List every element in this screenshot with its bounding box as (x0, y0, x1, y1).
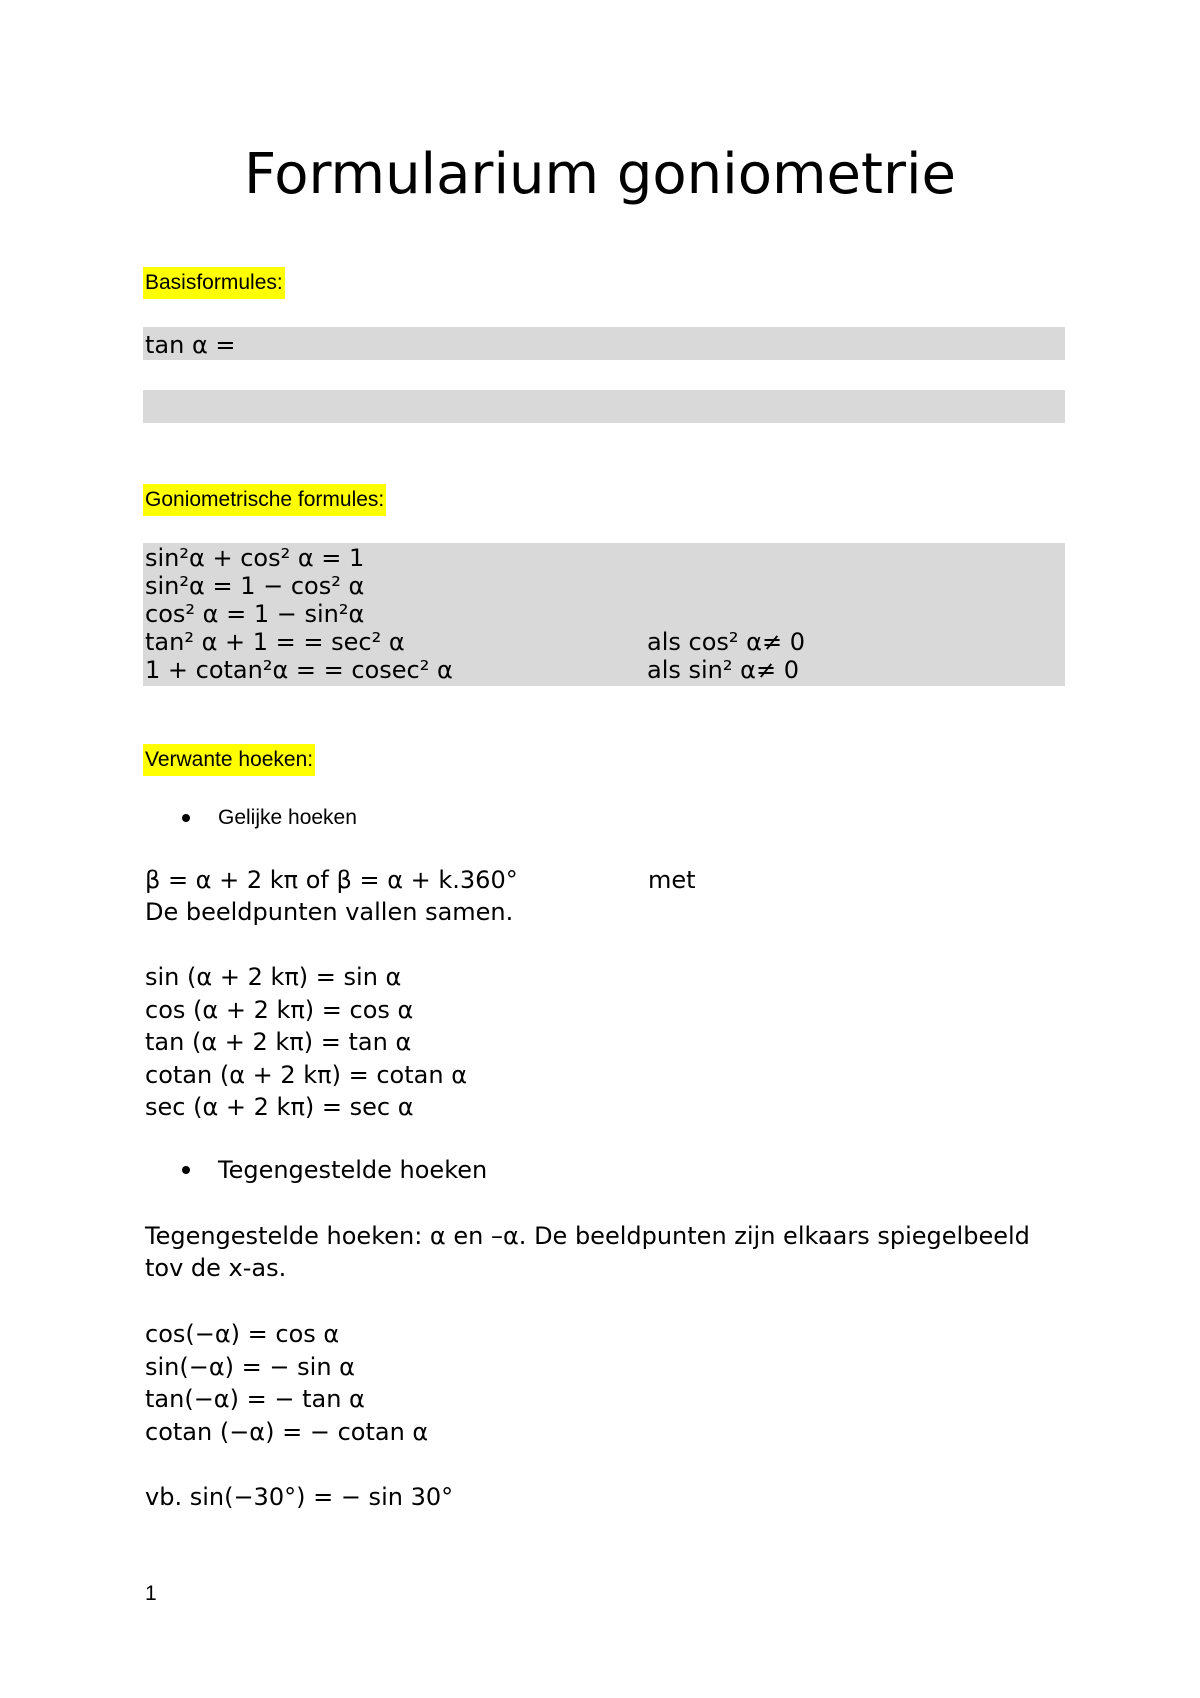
formula-box-1 (143, 327, 1065, 360)
beeldpunten-text: De beeldpunten vallen samen. (145, 898, 514, 926)
gonio-line-3: cos² α = 1 − sin²α (145, 600, 365, 628)
formula-tan: tan α = (145, 331, 236, 359)
heading-verwante-hoeken: Verwante hoeken: (143, 744, 315, 776)
page-number: 1 (145, 1582, 157, 1605)
tegen-description-line-2: tov de x-as. (145, 1254, 287, 1282)
gonio-line-4-left: tan² α + 1 = = sec² α (145, 628, 405, 656)
beta-formula-line (145, 866, 845, 894)
bullet-dot (182, 1166, 190, 1174)
bullet-dot (182, 814, 190, 822)
gelijk-formula-sin: sin (α + 2 kπ) = sin α (145, 963, 402, 991)
heading-goniometrische-formules: Goniometrische formules: (143, 484, 386, 516)
gonio-line-4 (145, 628, 1065, 656)
tegen-formula-cotan: cotan (−α) = − cotan α (145, 1418, 429, 1446)
gelijk-formula-cos: cos (α + 2 kπ) = cos α (145, 996, 414, 1024)
bullet-tegengestelde-hoeken: Tegengestelde hoeken (218, 1156, 488, 1184)
gelijk-formula-cotan: cotan (α + 2 kπ) = cotan α (145, 1061, 468, 1089)
formula-box-2 (143, 390, 1065, 423)
beta-formula: β = α + 2 kπ of β = α + k.360° (145, 866, 518, 894)
gonio-line-2: sin²α = 1 − cos² α (145, 572, 365, 600)
gonio-line-5 (145, 656, 1065, 684)
gonio-line-5-right: als sin² α≠ 0 (647, 656, 799, 684)
tegen-formula-cos: cos(−α) = cos α (145, 1320, 340, 1348)
gonio-line-4-right: als cos² α≠ 0 (647, 628, 805, 656)
tegen-formula-tan: tan(−α) = − tan α (145, 1385, 365, 1413)
gelijk-formula-sec: sec (α + 2 kπ) = sec α (145, 1093, 414, 1121)
bullet-gelijke-hoeken: Gelijke hoeken (218, 806, 357, 829)
gelijk-formula-tan: tan (α + 2 kπ) = tan α (145, 1028, 412, 1056)
gonio-line-5-left: 1 + cotan²α = = cosec² α (145, 656, 453, 684)
tegen-formula-sin: sin(−α) = − sin α (145, 1353, 355, 1381)
heading-basisformules: Basisformules: (143, 267, 285, 299)
example-text: vb. sin(−30°) = − sin 30° (145, 1483, 454, 1511)
gonio-line-1: sin²α + cos² α = 1 (145, 544, 365, 572)
page-title: Formularium goniometrie (244, 142, 956, 207)
beta-met: met (648, 866, 696, 894)
tegen-description-line-1: Tegengestelde hoeken: α en –α. De beeldpunten zijn elkaars spiegelbeeld (145, 1222, 1030, 1250)
